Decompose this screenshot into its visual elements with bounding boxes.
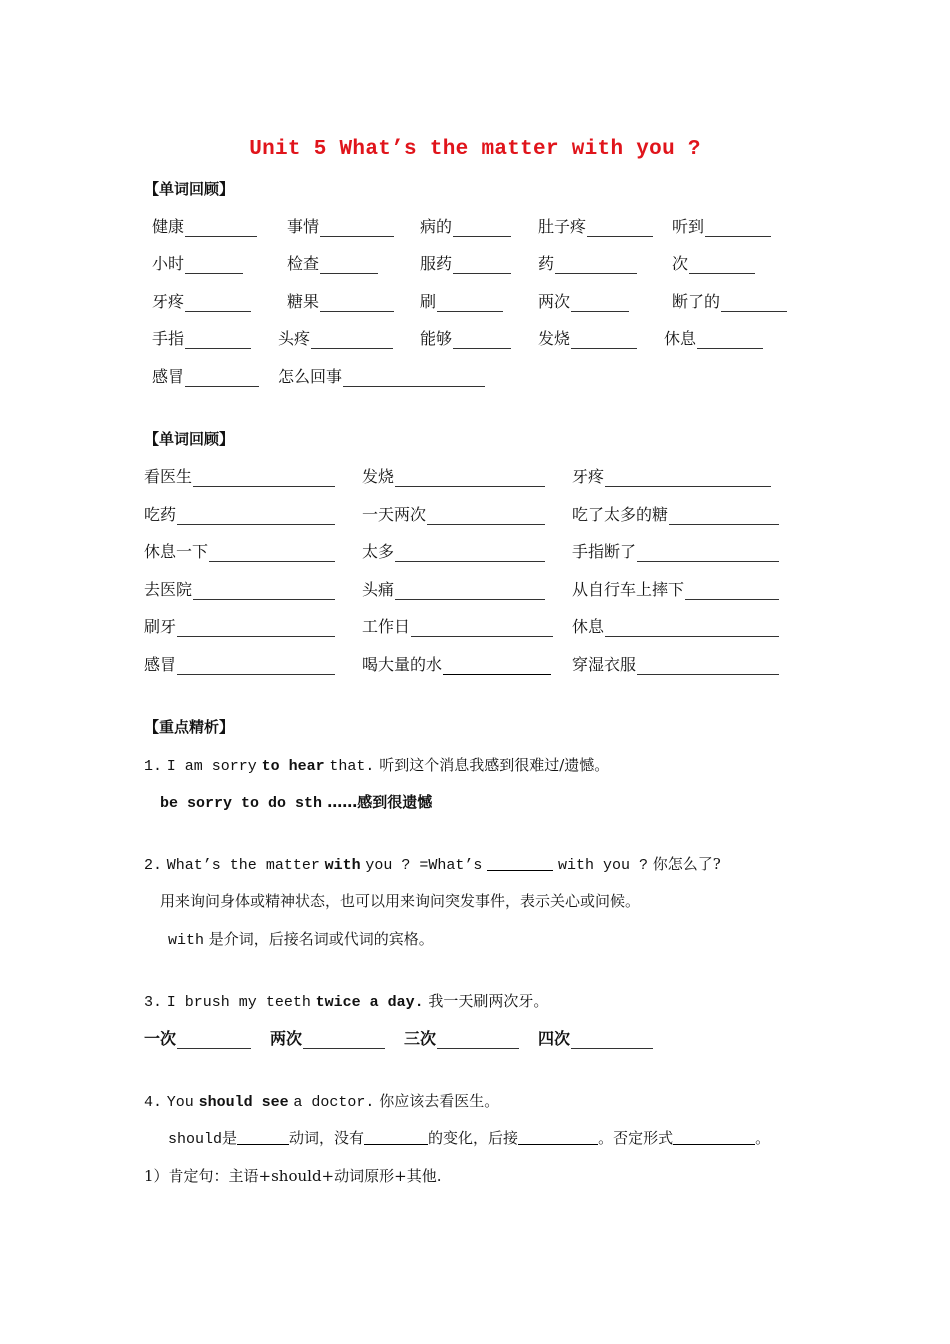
phrase-row xyxy=(0,502,950,526)
vocab-item: 小时 xyxy=(152,251,243,274)
vocab-item: 手指 xyxy=(152,326,251,349)
vocab-item: 两次 xyxy=(538,289,629,312)
answer-blank[interactable] xyxy=(705,220,771,237)
answer-blank[interactable] xyxy=(185,257,243,274)
answer-blank[interactable] xyxy=(721,295,787,312)
phrase-item: 头痛 xyxy=(362,577,545,600)
answer-blank[interactable] xyxy=(571,1032,653,1049)
phrase-item: 工作日 xyxy=(362,614,553,637)
vocab-item: 听到 xyxy=(672,214,771,237)
phrase-item: 手指断了 xyxy=(572,539,779,562)
phrase-row xyxy=(0,652,950,676)
vocab-item: 服药 xyxy=(420,251,511,274)
vocab-item: 感冒 xyxy=(152,364,259,387)
answer-blank[interactable] xyxy=(669,508,779,525)
key-point-2-explanation: 用来询问身体或精神状态，也可以用来询问突发事件，表示关心或问候。 xyxy=(160,892,641,910)
phrase-item: 吃了太多的糖 xyxy=(572,502,779,525)
answer-blank[interactable] xyxy=(185,220,257,237)
answer-blank[interactable] xyxy=(303,1032,385,1049)
answer-blank[interactable] xyxy=(177,508,335,525)
vocab-item: 休息 xyxy=(664,326,763,349)
phrase-item: 喝大量的水 xyxy=(362,652,551,675)
answer-blank[interactable] xyxy=(395,470,545,487)
vocab-item: 断了的 xyxy=(672,289,787,312)
answer-blank[interactable] xyxy=(193,470,335,487)
phrase-item: 穿湿衣服 xyxy=(572,652,779,675)
frequency-item: 两次 xyxy=(270,1026,385,1049)
vocab-item: 怎么回事 xyxy=(278,364,485,387)
vocab-row xyxy=(0,251,950,275)
answer-blank[interactable] xyxy=(427,508,545,525)
answer-blank[interactable] xyxy=(555,257,637,274)
answer-blank[interactable] xyxy=(697,332,763,349)
answer-blank[interactable] xyxy=(487,855,553,871)
answer-blank[interactable] xyxy=(311,332,393,349)
answer-blank[interactable] xyxy=(453,220,511,237)
vocab-item: 事情 xyxy=(287,214,394,237)
page-title: Unit 5 What’s the matter with you ? xyxy=(249,138,701,161)
answer-blank[interactable] xyxy=(571,332,637,349)
answer-blank[interactable] xyxy=(411,620,553,637)
answer-blank[interactable] xyxy=(605,620,779,637)
answer-blank[interactable] xyxy=(587,220,653,237)
key-point-2-note: with 是介词，后接名词或代词的宾格。 xyxy=(168,930,434,949)
answer-blank[interactable] xyxy=(193,583,335,600)
vocab-item: 能够 xyxy=(420,326,511,349)
phrase-row xyxy=(0,614,950,638)
vocab-item: 发烧 xyxy=(538,326,637,349)
phrase-row xyxy=(0,464,950,488)
answer-blank[interactable] xyxy=(437,1032,519,1049)
key-point-1: 1. I am sorry to hear that. 听到这个消息我感到很难过/遗憾。 xyxy=(144,756,610,775)
key-point-4-affirmative: 1）肯定句：主语+should+动词原形+其他. xyxy=(144,1167,442,1185)
answer-blank[interactable] xyxy=(637,658,779,675)
phrase-row xyxy=(0,577,950,601)
phrase-item: 休息一下 xyxy=(144,539,335,562)
answer-blank[interactable] xyxy=(437,295,503,312)
key-point-3: 3. I brush my teeth twice a day. 我一天刷两次牙。 xyxy=(144,992,549,1011)
key-point-2: 2. What’s the matter with you ? =What’s with you ? 你怎么了? xyxy=(144,855,721,874)
answer-blank[interactable] xyxy=(343,370,485,387)
answer-blank[interactable] xyxy=(637,545,779,562)
answer-blank[interactable] xyxy=(395,545,545,562)
vocab-item: 牙疼 xyxy=(152,289,251,312)
frequency-item: 三次 xyxy=(404,1026,519,1049)
answer-blank[interactable] xyxy=(673,1129,755,1145)
section-heading-vocab-review-1: 【单词回顾】 xyxy=(144,180,235,198)
section-heading-key-points: 【重点精析】 xyxy=(144,718,235,736)
vocab-row xyxy=(0,289,950,313)
answer-blank[interactable] xyxy=(320,295,394,312)
vocab-item: 刷 xyxy=(420,289,503,312)
frequency-row xyxy=(0,1026,950,1050)
phrase-item: 牙疼 xyxy=(572,464,771,487)
answer-blank[interactable] xyxy=(453,257,511,274)
vocab-item: 肚子疼 xyxy=(538,214,653,237)
answer-blank[interactable] xyxy=(177,1032,251,1049)
vocab-item: 检查 xyxy=(287,251,378,274)
answer-blank[interactable] xyxy=(605,470,771,487)
phrase-item: 去医院 xyxy=(144,577,335,600)
answer-blank[interactable] xyxy=(518,1129,598,1145)
vocab-item: 病的 xyxy=(420,214,511,237)
answer-blank[interactable] xyxy=(237,1129,289,1145)
answer-blank[interactable] xyxy=(364,1129,428,1145)
answer-blank[interactable] xyxy=(185,332,251,349)
key-point-4: 4. You should see a doctor. 你应该去看医生。 xyxy=(144,1092,500,1111)
vocab-row xyxy=(0,214,950,238)
answer-blank[interactable] xyxy=(453,332,511,349)
vocab-row xyxy=(0,364,950,388)
phrase-item: 太多 xyxy=(362,539,545,562)
phrase-item: 感冒 xyxy=(144,652,335,675)
key-point-1-note: be sorry to do sth ……感到很遗憾 xyxy=(160,793,433,812)
vocab-item: 头疼 xyxy=(278,326,393,349)
vocab-row xyxy=(0,326,950,350)
phrase-item: 刷牙 xyxy=(144,614,335,637)
answer-blank[interactable] xyxy=(185,370,259,387)
phrase-item: 一天两次 xyxy=(362,502,545,525)
answer-blank[interactable] xyxy=(209,545,335,562)
answer-blank[interactable] xyxy=(177,620,335,637)
key-point-4-explanation: should是 动词，没有 的变化，后接 。否定形式 。 xyxy=(168,1129,771,1148)
answer-blank[interactable] xyxy=(185,295,251,312)
phrase-item: 休息 xyxy=(572,614,779,637)
answer-blank[interactable] xyxy=(571,295,629,312)
answer-blank[interactable] xyxy=(685,583,779,600)
phrase-item: 从自行车上摔下 xyxy=(572,577,779,600)
vocab-item: 糖果 xyxy=(287,289,394,312)
phrase-row xyxy=(0,539,950,563)
vocab-item: 药 xyxy=(538,251,637,274)
answer-blank[interactable] xyxy=(689,257,755,274)
answer-blank[interactable] xyxy=(320,220,394,237)
answer-blank[interactable] xyxy=(320,257,378,274)
vocab-item: 次 xyxy=(672,251,755,274)
frequency-item: 一次 xyxy=(144,1026,251,1049)
phrase-item: 吃药 xyxy=(144,502,335,525)
vocab-item: 健康 xyxy=(152,214,257,237)
answer-blank[interactable] xyxy=(443,658,551,675)
frequency-item: 四次 xyxy=(538,1026,653,1049)
phrase-item: 看医生 xyxy=(144,464,335,487)
answer-blank[interactable] xyxy=(177,658,335,675)
phrase-item: 发烧 xyxy=(362,464,545,487)
section-heading-vocab-review-2: 【单词回顾】 xyxy=(144,430,235,448)
answer-blank[interactable] xyxy=(395,583,545,600)
